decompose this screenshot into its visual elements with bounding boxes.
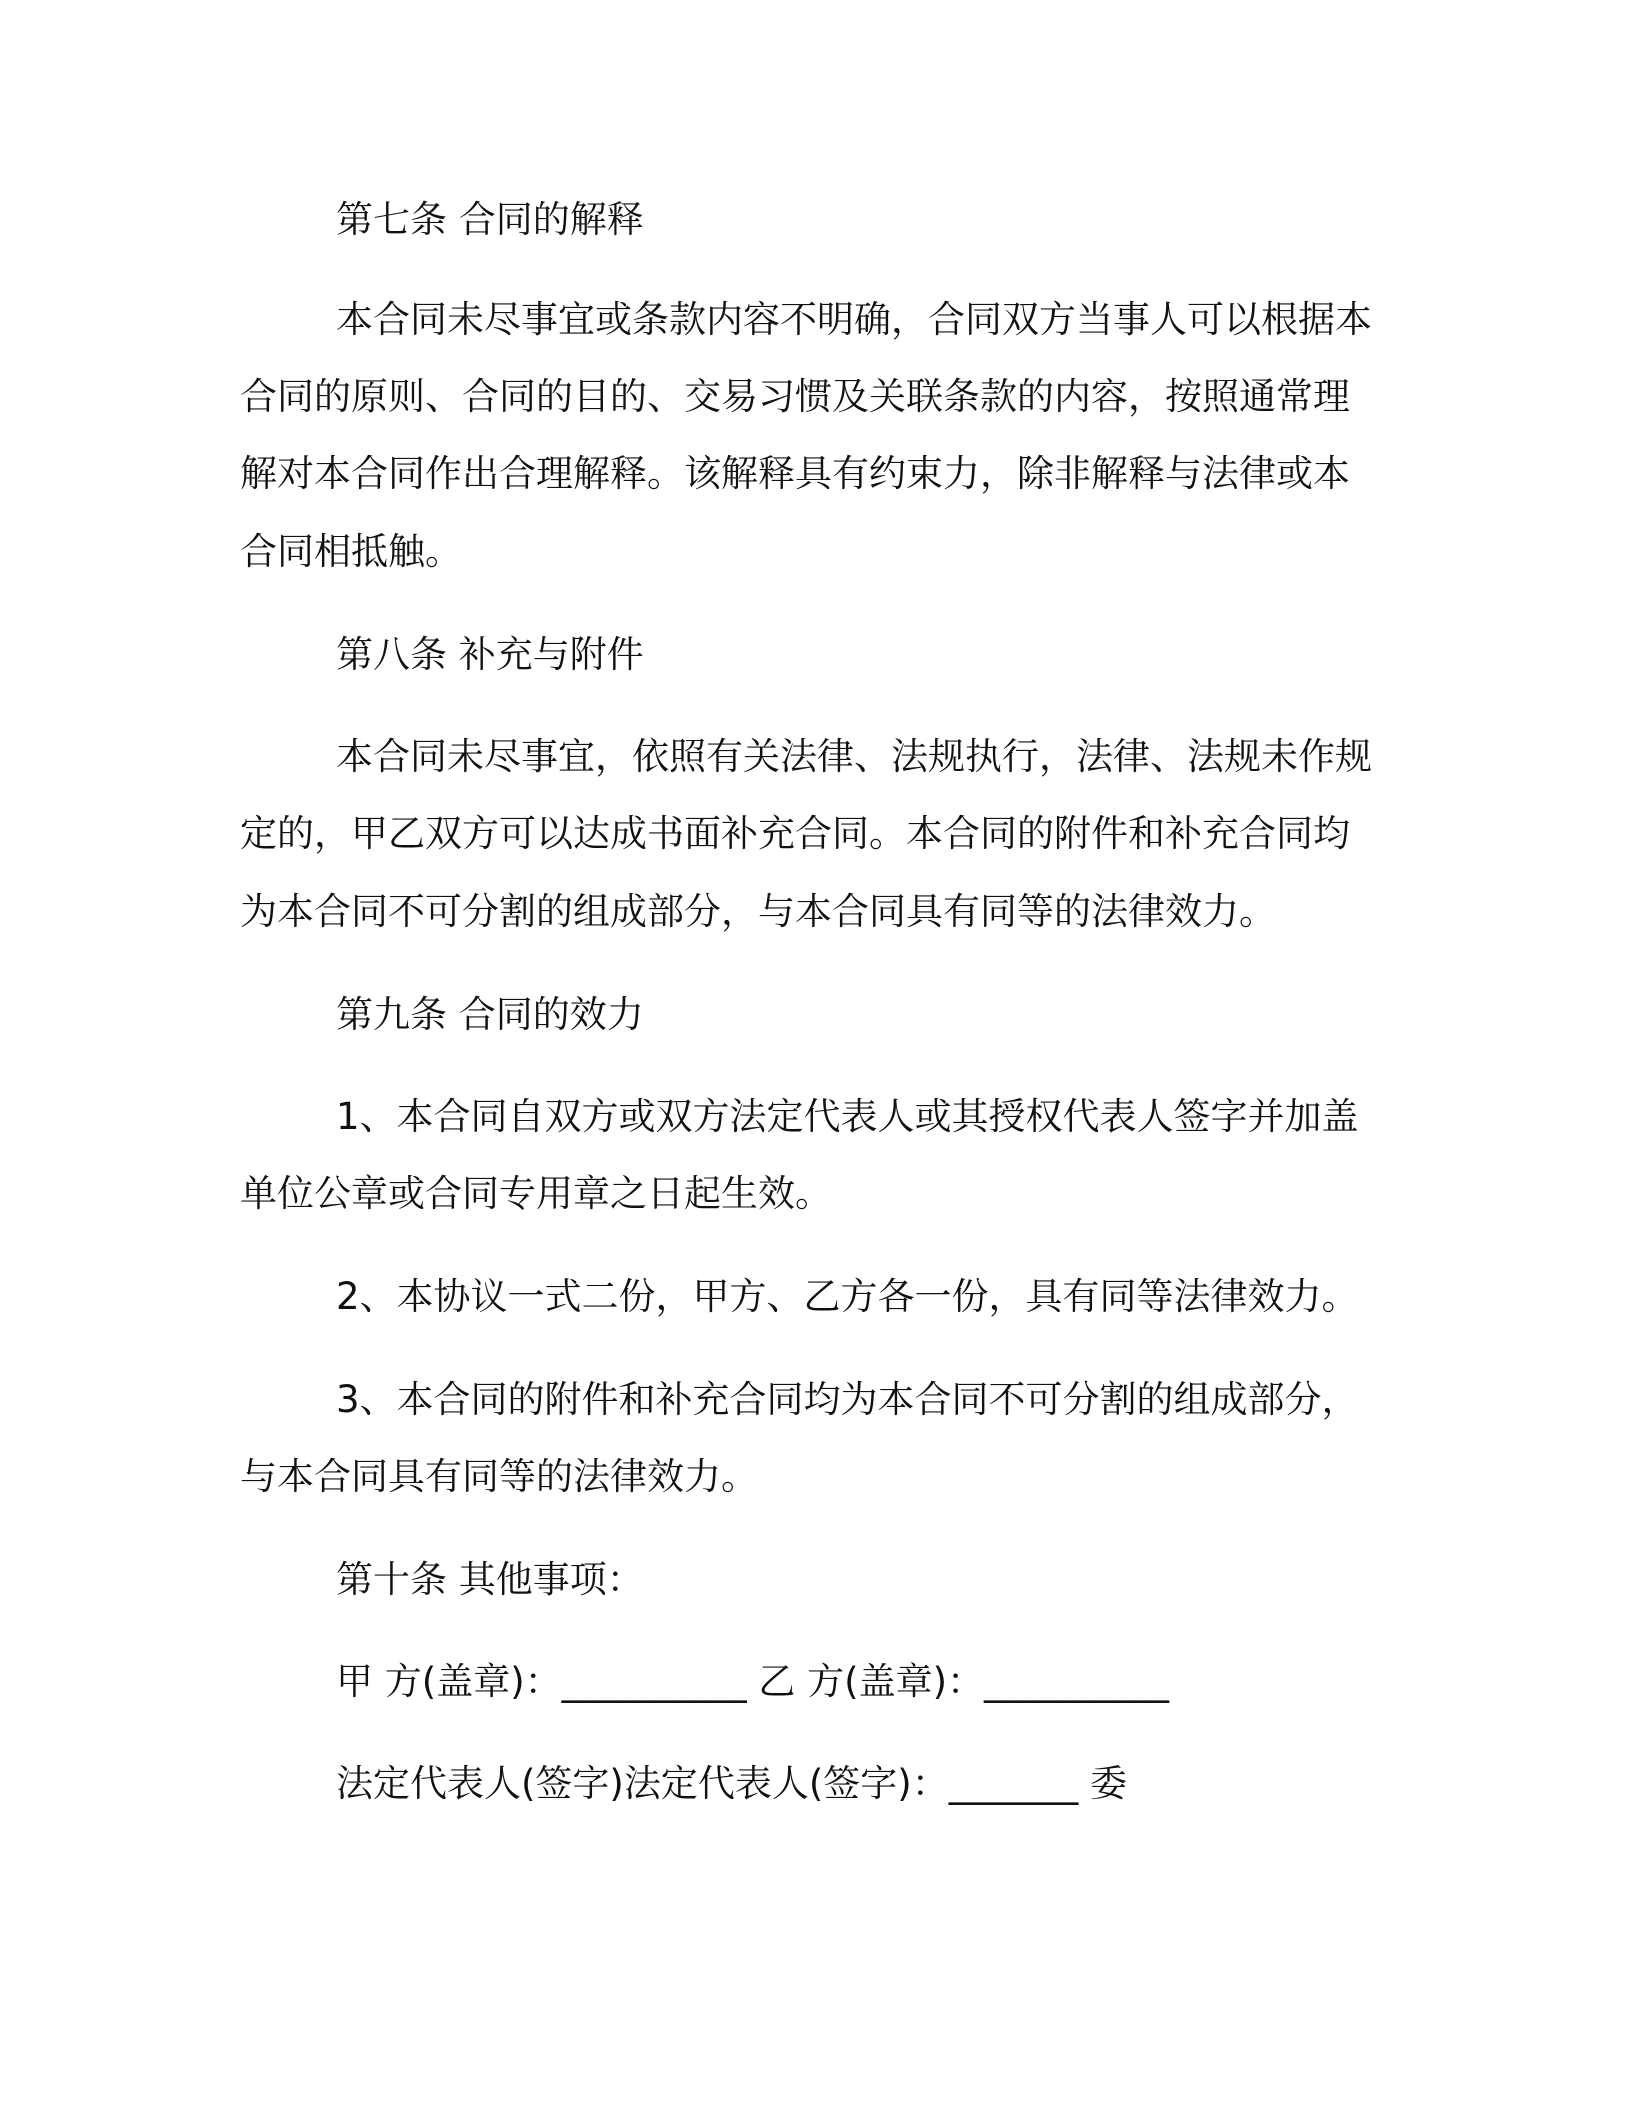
article8-line-3: 为本合同不可分割的组成部分，与本合同具有同等的法律效力。 [240, 890, 1276, 933]
article7-line-4: 合同相抵触。 [240, 530, 462, 573]
article9-item1-line-1: 1、本合同自双方或双方法定代表人或其授权代表人签字并加盖 [336, 1095, 1359, 1138]
article8-line-1: 本合同未尽事宜，依照有关法律、法规执行，法律、法规未作规 [336, 735, 1372, 778]
article7-line-2: 合同的原则、合同的目的、交易习惯及关联条款的内容，按照通常理 [240, 375, 1350, 418]
article9-item1-line-2: 单位公章或合同专用章之日起生效。 [240, 1172, 832, 1215]
representative-line: 法定代表人(签字)法定代表人(签字)：_______ 委 [336, 1762, 1128, 1805]
signature-line: 甲 方(盖章)：__________ 乙 方(盖章)：__________ [336, 1660, 1170, 1703]
article9-item3-line-1: 3、本合同的附件和补充合同均为本合同不可分割的组成部分， [336, 1378, 1359, 1421]
article9-item3-line-2: 与本合同具有同等的法律效力。 [240, 1455, 758, 1498]
article7-line-1: 本合同未尽事宜或条款内容不明确，合同双方当事人可以根据本 [336, 298, 1372, 341]
article8-heading: 第八条 补充与附件 [336, 633, 644, 676]
article10-heading: 第十条 其他事项： [336, 1558, 644, 1601]
article9-heading: 第九条 合同的效力 [336, 993, 644, 1036]
article9-item2-line-1: 2、本协议一式二份，甲方、乙方各一份，具有同等法律效力。 [336, 1275, 1359, 1318]
article7-line-3: 解对本合同作出合理解释。该解释具有约束力，除非解释与法律或本 [240, 452, 1350, 495]
article8-line-2: 定的，甲乙双方可以达成书面补充合同。本合同的附件和补充合同均 [240, 812, 1350, 855]
article7-heading: 第七条 合同的解释 [336, 198, 644, 241]
